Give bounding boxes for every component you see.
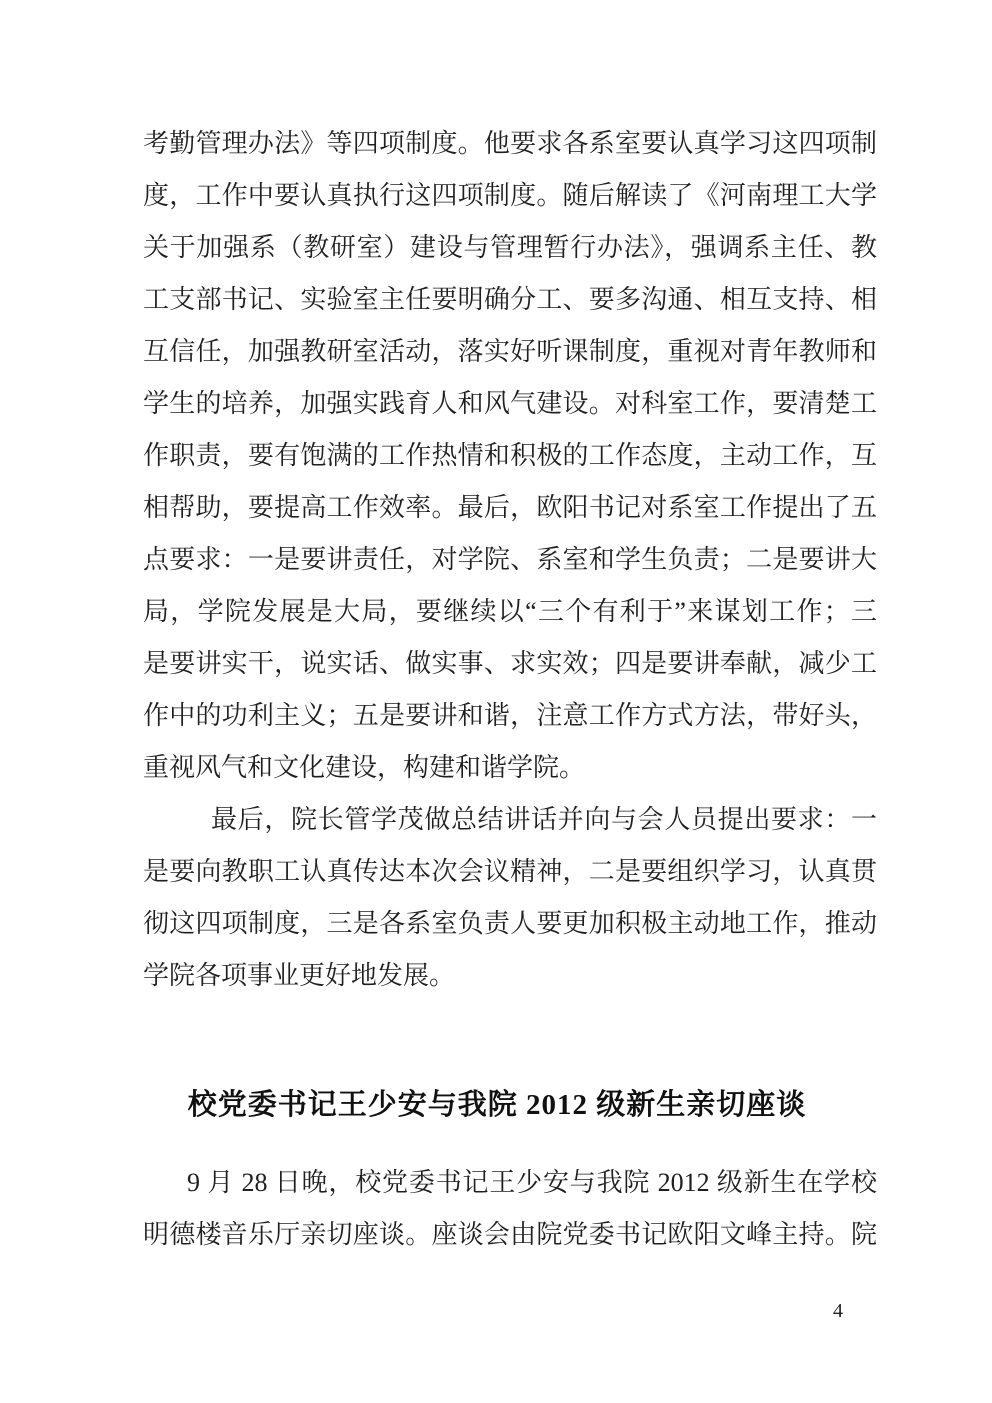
text-line: 最后，院长管学茂做总结讲话并向与会人员提出要求：一 [211,805,877,834]
text-line: 9 月 28 日晚，校党委书记王少安与我院 2012 级新生在学校 [187,1168,877,1197]
text-line: 是要向教职工认真传达本次会议精神，二是要组织学习，认真贯 [143,857,877,886]
text-line: 是要讲实干，说实话、做实事、求实效；四是要讲奉献，减少工 [143,649,877,678]
text-line: 相帮助，要提高工作效率。最后，欧阳书记对系室工作提出了五 [143,493,877,522]
text-line: 明德楼音乐厅亲切座谈。座谈会由院党委书记欧阳文峰主持。院 [143,1220,877,1249]
text-line: 工支部书记、实验室主任要明确分工、要多沟通、相互支持、相 [143,285,877,314]
text-line: 作职责，要有饱满的工作热情和积极的工作态度，主动工作，互 [143,441,877,470]
text-line: 点要求：一是要讲责任，对学院、系室和学生负责；二是要讲大 [143,545,877,574]
text-line: 作中的功利主义；五是要讲和谐，注意工作方式方法，带好头， [143,701,877,730]
text-line: 考勤管理办法》等四项制度。他要求各系室要认真学习这四项制 [143,129,877,158]
page-body [143,118,877,1261]
text-line: 互信任，加强教研室活动，落实好听课制度，重视对青年教师和 [143,337,877,366]
text-line: 度，工作中要认真执行这四项制度。随后解读了《河南理工大学 [143,181,877,210]
page-number: 4 [833,1300,843,1322]
text-line: 学生的培养，加强实践育人和风气建设。对科室工作，要清楚工 [143,389,877,418]
text-line: 学院各项事业更好地发展。 [143,961,456,990]
text-line: 重视风气和文化建设，构建和谐学院。 [143,753,586,782]
text-line: 关于加强系（教研室）建设与管理暂行办法》，强调系主任、教 [143,233,877,262]
text-line: 局，学院发展是大局，要继续以“三个有利于”来谋划工作；三 [143,597,877,626]
section-heading: 校党委书记王少安与我院 2012 级新生亲切座谈 [187,1089,807,1121]
text-line: 彻这四项制度，三是各系室负责人要更加积极主动地工作，推动 [143,909,877,938]
